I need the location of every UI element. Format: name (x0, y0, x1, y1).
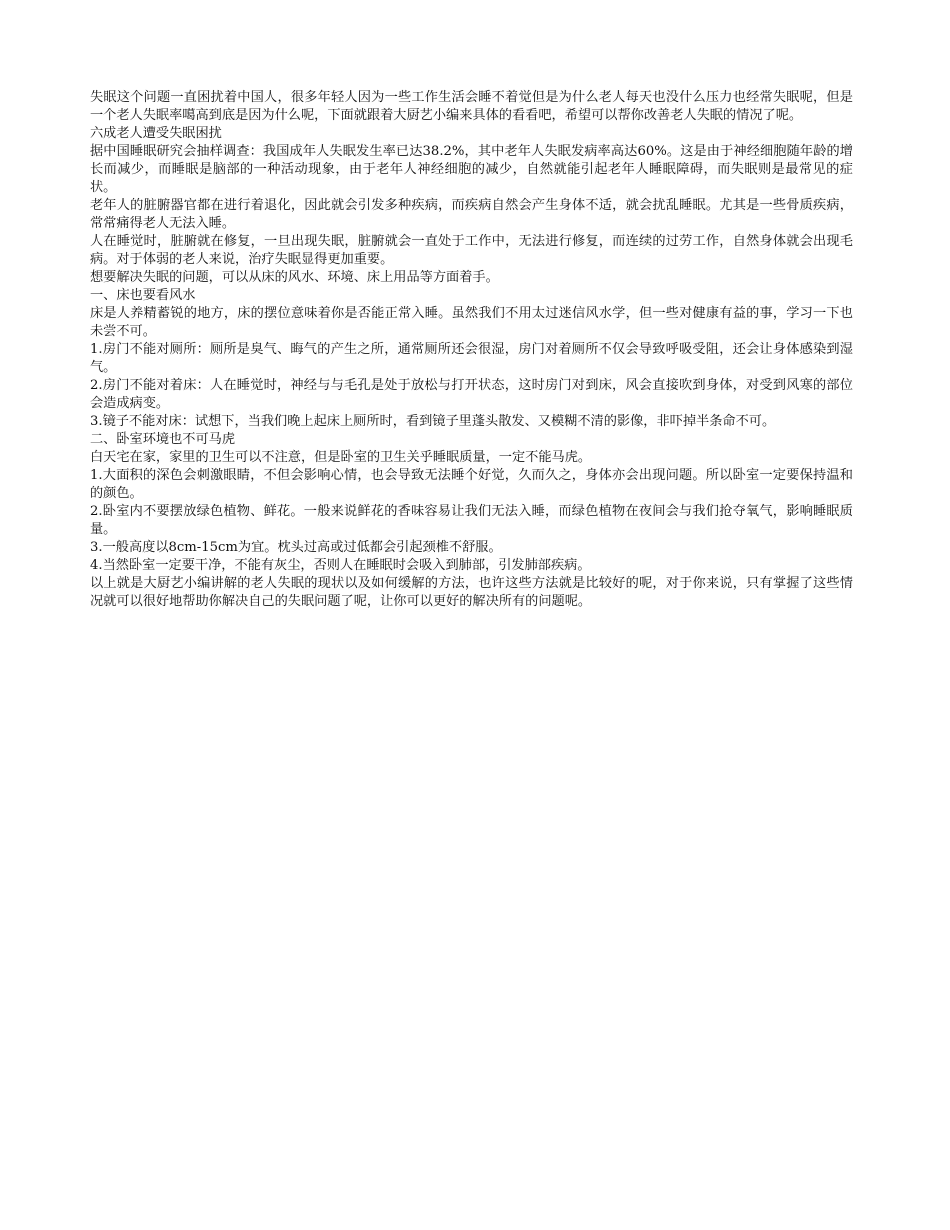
bed-placement-paragraph: 床是人养精蓄锐的地方，床的摆位意味着你是否能正常入睡。虽然我们不用太过迷信风水学，但一些对健康有益的事，学习一下也未尝不可。 (90, 306, 853, 339)
list-item: 1.大面积的深色会刺激眼睛，不但会影响心情，也会导致无法睡个好觉，久而久之，身体亦会出现问题。所以卧室一定要保持温和的颜色。 (90, 468, 853, 501)
organ-repair-paragraph: 人在睡觉时，脏腑就在修复，一旦出现失眠，脏腑就会一直处于工作中，无法进行修复，而连续的过劳工作，自然身体就会出现毛病。对于体弱的老人来说，治疗失眠显得更加重要。 (90, 234, 853, 267)
list-item: 2.房门不能对着床：人在睡觉时，神经与与毛孔是处于放松与打开状态，这时房门对到床，风会直接吹到身体，对受到风寒的部位会造成病变。 (90, 378, 853, 411)
organ-degeneration-paragraph: 老年人的脏腑器官都在进行着退化，因此就会引发多种疾病，而疾病自然会产生身体不适，就会扰乱睡眠。尤其是一些骨质疾病，常常痛得老人无法入睡。 (90, 198, 853, 231)
list-item: 1.房门不能对厕所：厕所是臭气、晦气的产生之所，通常厕所还会很湿，房门对着厕所不仅会导致呼吸受阻，还会让身体感染到湿气。 (90, 342, 853, 375)
bedroom-hygiene-paragraph: 白天宅在家，家里的卫生可以不注意，但是卧室的卫生关乎睡眠质量，一定不能马虎。 (90, 450, 592, 465)
list-item: 2.卧室内不要摆放绿色植物、鲜花。一般来说鲜花的香味容易让我们无法入睡，而绿色植物在夜间会与我们抢夺氧气，影响睡眠质量。 (90, 504, 853, 537)
list-item: 3.镜子不能对床：试想下，当我们晚上起床上厕所时，看到镜子里蓬头散发、又模糊不清的影像，非吓掉半条命不可。 (90, 414, 776, 429)
article-body (90, 89, 853, 611)
section-heading-elderly-insomnia: 六成老人遭受失眠困扰 (90, 126, 222, 141)
solution-intro-paragraph: 想要解决失眠的问题，可以从床的风水、环境、床上用品等方面着手。 (90, 270, 499, 285)
list-item: 4.当然卧室一定要干净，不能有灰尘，否则人在睡眠时会吸入到肺部，引发肺部疾病。 (90, 558, 591, 573)
list-item: 3.一般高度以8cm-15cm为宜。枕头过高或过低都会引起颈椎不舒服。 (90, 540, 502, 555)
conclusion-paragraph: 以上就是大厨艺小编讲解的老人失眠的现状以及如何缓解的方法，也许这些方法就是比较好的呢，对于你来说，只有掌握了这些情况就可以很好地帮助你解决自己的失眠问题了呢，让你可以更好的解决所有的问题呢。 (90, 576, 853, 609)
section-heading-bed-fengshui: 一、床也要看风水 (90, 288, 196, 303)
survey-paragraph: 据中国睡眠研究会抽样调查：我国成年人失眠发生率已达38.2%，其中老年人失眠发病率高达60%。这是由于神经细胞随年龄的增长而减少，而睡眠是脑部的一种活动现象，由于老年人神经细胞的减少，自然就能引起老年人睡眠障碍，而失眠则是最常见的症状。 (90, 144, 853, 195)
section-heading-bedroom-environment: 二、卧室环境也不可马虎 (90, 432, 236, 447)
intro-paragraph: 失眠这个问题一直困扰着中国人，很多年轻人因为一些工作生活会睡不着觉但是为什么老人每天也没什么压力也经常失眠呢，但是一个老人失眠率噶高到底是因为什么呢，下面就跟着大厨艺小编来具体的看看吧，希望可以帮你改善老人失眠的情况了呢。 (90, 90, 853, 123)
